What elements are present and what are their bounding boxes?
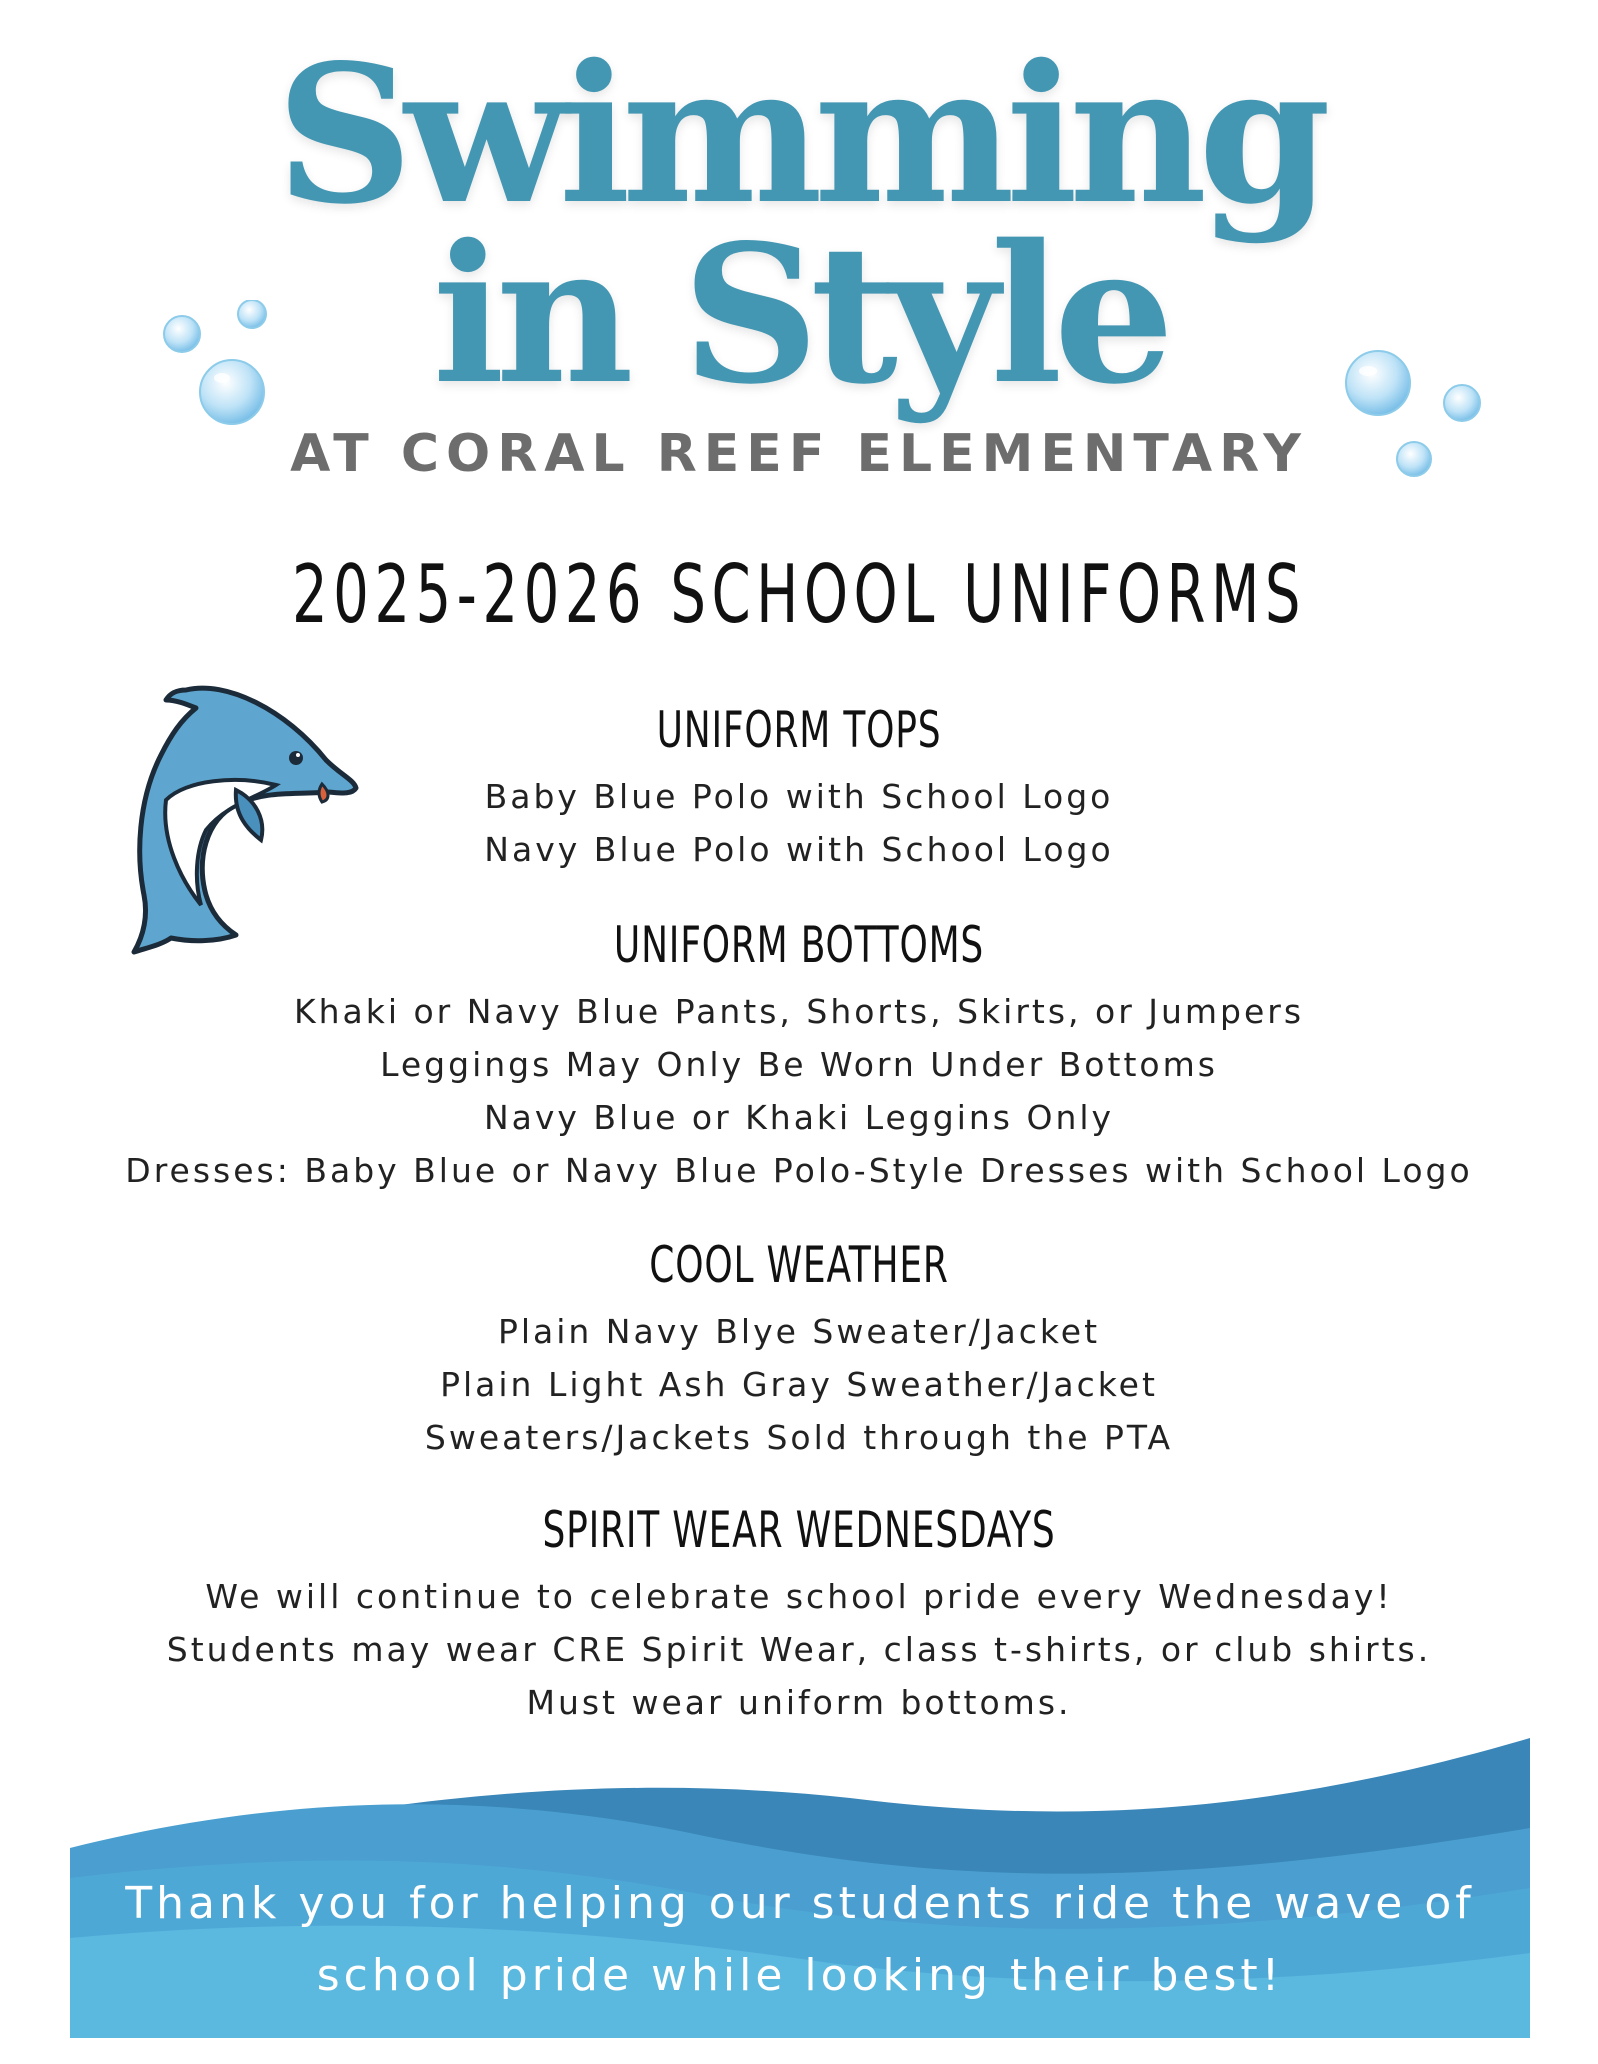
section-spirit-wear [0, 1500, 1598, 1729]
title-swimming: Swimming [275, 23, 1323, 246]
section-title-tops: UNIFORM TOPS [656, 701, 942, 759]
list-item: Plain Navy Blye Sweater/Jacket [497, 1312, 1101, 1351]
thanks-line-1: Thank you for helping our students ride the wave of [125, 1878, 1475, 1929]
list-item: Navy Blue or Khaki Leggins Only [483, 1098, 1115, 1137]
list-item: Baby Blue Polo with School Logo [484, 777, 1114, 816]
subtitle-school-name: AT CORAL REEF ELEMENTARY [290, 424, 1308, 484]
thanks-line-2: school pride while looking their best! [316, 1950, 1284, 2001]
list-item: Students may wear CRE Spirit Wear, class t-shirts, or club shirts. [166, 1630, 1432, 1669]
section-uniform-bottoms [0, 915, 1598, 1197]
title-in-style: in Style [432, 203, 1166, 426]
list-item: Leggings May Only Be Worn Under Bottoms [380, 1045, 1218, 1084]
section-title-cool-weather: COOL WEATHER [649, 1236, 949, 1294]
section-title-spirit-wear: SPIRIT WEAR WEDNESDAYS [542, 1501, 1056, 1559]
list-item: Sweaters/Jackets Sold through the PTA [424, 1418, 1174, 1457]
list-item: Plain Light Ash Gray Sweather/Jacket [440, 1365, 1158, 1404]
bubble-icon [160, 300, 290, 430]
page-title: 2025-2026 SCHOOL UNIFORMS [292, 548, 1307, 641]
list-item: Navy Blue Polo with School Logo [484, 830, 1114, 869]
footer-thank-you [70, 1868, 1530, 2012]
section-title-bottoms: UNIFORM BOTTOMS [613, 916, 985, 974]
list-item: We will continue to celebrate school pride every Wednesday! [205, 1577, 1393, 1616]
list-item: Dresses: Baby Blue or Navy Blue Polo-Style Dresses with School Logo [125, 1151, 1473, 1190]
section-uniform-tops [0, 700, 1598, 876]
section-cool-weather [0, 1235, 1598, 1464]
list-item: Must wear uniform bottoms. [526, 1683, 1072, 1722]
list-item: Khaki or Navy Blue Pants, Shorts, Skirts, or Jumpers [293, 992, 1305, 1031]
